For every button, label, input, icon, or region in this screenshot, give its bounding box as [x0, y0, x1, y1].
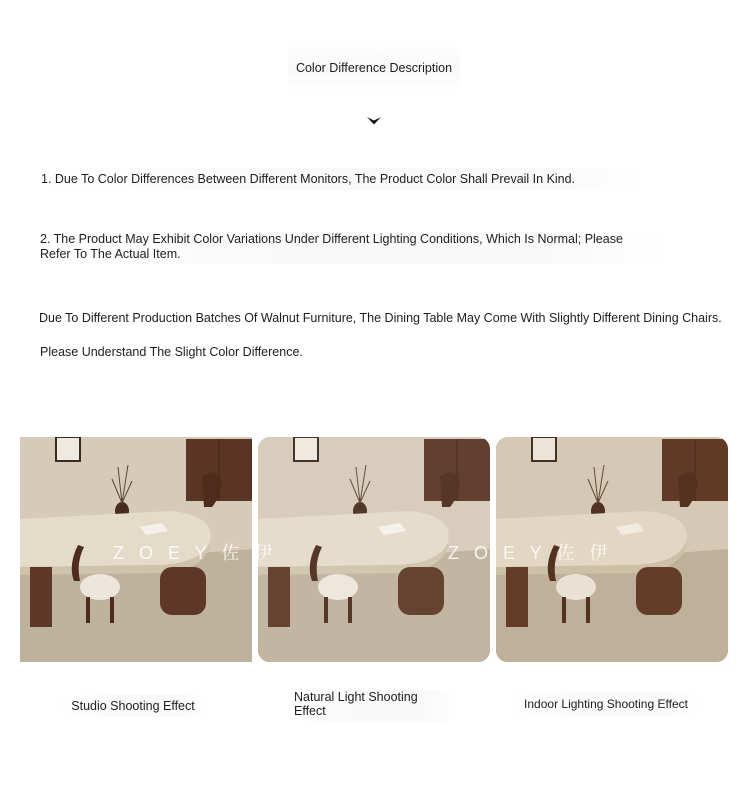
note-2-line-2: Refer To The Actual Item. [40, 247, 181, 261]
caption-natural-line-1: Natural Light Shooting [294, 690, 418, 704]
note-understand: Please Understand The Slight Color Difference. [40, 345, 303, 359]
note-monitor-difference [36, 168, 648, 190]
note-2-line-1: 2. The Product May Exhibit Color Variations Under Different Lighting Conditions, Which Is Normal; Please [40, 232, 623, 246]
watermark-left: Z O E Y 佐 伊 [113, 543, 278, 563]
caption-indoor-text: Indoor Lighting Shooting Effect [524, 697, 688, 711]
watermark-right: Z O E Y 佐 伊 [448, 543, 613, 563]
note-lighting-difference [36, 232, 668, 264]
caption-studio [58, 695, 208, 717]
caption-studio-text: Studio Shooting Effect [71, 699, 195, 713]
note-1-text: 1. Due To Color Differences Between Different Monitors, The Product Color Shall Prevail In Kind. [41, 171, 576, 186]
caption-natural-light [288, 690, 456, 722]
note-production-batches: Due To Different Production Batches Of Walnut Furniture, The Dining Table May Come With Slightly Different Dining Chairs. [39, 311, 722, 325]
section-title: Color Difference Description [295, 61, 453, 75]
caption-natural-line-2: Effect [294, 704, 326, 718]
section-title-box [288, 44, 460, 92]
chevron-down-icon [366, 116, 382, 126]
caption-indoor [510, 692, 702, 716]
